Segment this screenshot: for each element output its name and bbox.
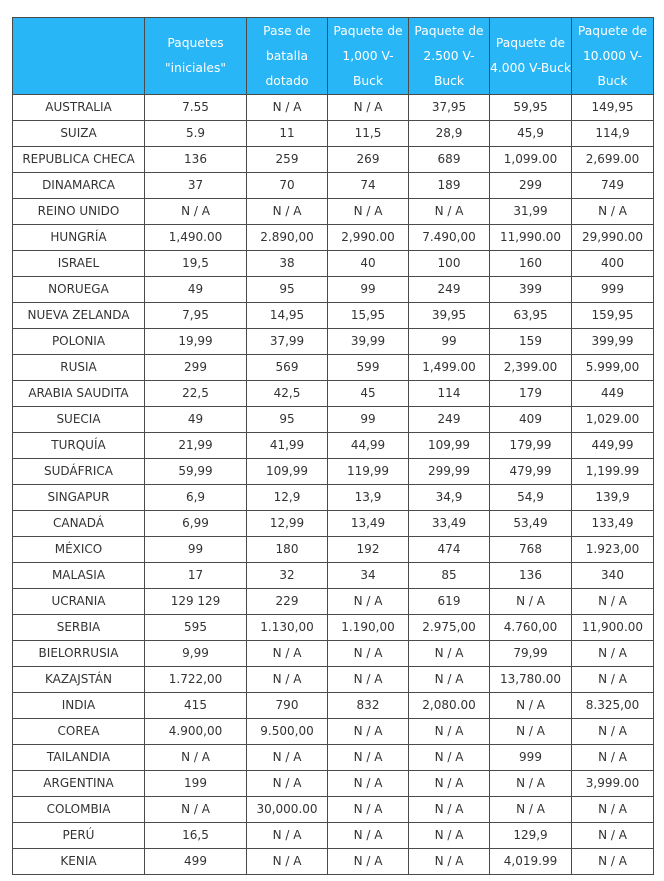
starter-pack-cell: 6,9 (145, 485, 247, 511)
vbuck-10000-cell: 139,9 (572, 485, 654, 511)
vbuck-2500-cell: 2.975,00 (409, 615, 490, 641)
battle-pass-cell: 38 (247, 251, 328, 277)
table-row (13, 225, 654, 251)
table-row (13, 823, 654, 849)
starter-pack-cell: 17 (145, 563, 247, 589)
table-row (13, 95, 654, 121)
vbuck-10000-cell: 999 (572, 277, 654, 303)
vbuck-4000-cell: N / A (490, 589, 572, 615)
vbuck-1000-cell: 269 (328, 147, 409, 173)
vbuck-1000-cell: 11,5 (328, 121, 409, 147)
country-cell: NORUEGA (13, 277, 145, 303)
vbuck-2500-cell: 1,499.00 (409, 355, 490, 381)
vbuck-10000-cell: N / A (572, 199, 654, 225)
vbuck-4000-cell: 13,780.00 (490, 667, 572, 693)
starter-pack-cell: 7.55 (145, 95, 247, 121)
battle-pass-cell: N / A (247, 667, 328, 693)
starter-pack-cell: 19,99 (145, 329, 247, 355)
vbuck-2500-cell: 33,49 (409, 511, 490, 537)
vbuck-price-table (12, 17, 654, 875)
vbuck-1000-cell: N / A (328, 641, 409, 667)
country-cell: REINO UNIDO (13, 199, 145, 225)
starter-pack-cell: 21,99 (145, 433, 247, 459)
vbuck-2500-cell: 474 (409, 537, 490, 563)
battle-pass-cell: 41,99 (247, 433, 328, 459)
vbuck-1000-cell: 34 (328, 563, 409, 589)
vbuck-1000-cell: N / A (328, 667, 409, 693)
vbuck-10000-cell: 749 (572, 173, 654, 199)
vbuck-2500-cell: N / A (409, 797, 490, 823)
vbuck-10000-cell: N / A (572, 823, 654, 849)
table-row (13, 381, 654, 407)
vbuck-4000-cell: 11,990.00 (490, 225, 572, 251)
battle-pass-cell: 11 (247, 121, 328, 147)
header-4000-vbuck: Paquete de 4.000 V-Buck (490, 18, 572, 95)
starter-pack-cell: 99 (145, 537, 247, 563)
table-row (13, 537, 654, 563)
vbuck-1000-cell: N / A (328, 95, 409, 121)
battle-pass-cell: 109,99 (247, 459, 328, 485)
starter-pack-cell: 49 (145, 277, 247, 303)
vbuck-4000-cell: 53,49 (490, 511, 572, 537)
vbuck-1000-cell: N / A (328, 199, 409, 225)
battle-pass-cell: 180 (247, 537, 328, 563)
table-row (13, 459, 654, 485)
table-row (13, 277, 654, 303)
table-row (13, 121, 654, 147)
country-cell: PERÚ (13, 823, 145, 849)
battle-pass-cell: 32 (247, 563, 328, 589)
country-cell: ARABIA SAUDITA (13, 381, 145, 407)
vbuck-1000-cell: N / A (328, 745, 409, 771)
country-cell: TAILANDIA (13, 745, 145, 771)
header-1000-vbuck: Paquete de 1,000 V-Buck (328, 18, 409, 95)
vbuck-10000-cell: 29,990.00 (572, 225, 654, 251)
country-cell: BIELORRUSIA (13, 641, 145, 667)
vbuck-10000-cell: N / A (572, 719, 654, 745)
country-cell: SERBIA (13, 615, 145, 641)
table-row (13, 173, 654, 199)
table-row (13, 303, 654, 329)
country-cell: ARGENTINA (13, 771, 145, 797)
starter-pack-cell: 199 (145, 771, 247, 797)
starter-pack-cell: 19,5 (145, 251, 247, 277)
vbuck-1000-cell: N / A (328, 771, 409, 797)
vbuck-1000-cell: 599 (328, 355, 409, 381)
vbuck-4000-cell: 31,99 (490, 199, 572, 225)
vbuck-2500-cell: 7.490,00 (409, 225, 490, 251)
vbuck-1000-cell: 99 (328, 407, 409, 433)
country-cell: KENIA (13, 849, 145, 875)
vbuck-4000-cell: 409 (490, 407, 572, 433)
table-row (13, 771, 654, 797)
price-table-container (12, 17, 654, 875)
starter-pack-cell: N / A (145, 199, 247, 225)
battle-pass-cell: 259 (247, 147, 328, 173)
battle-pass-cell: 790 (247, 693, 328, 719)
vbuck-4000-cell: 179 (490, 381, 572, 407)
starter-pack-cell: 499 (145, 849, 247, 875)
starter-pack-cell: 22,5 (145, 381, 247, 407)
vbuck-2500-cell: N / A (409, 823, 490, 849)
battle-pass-cell: N / A (247, 95, 328, 121)
vbuck-1000-cell: N / A (328, 823, 409, 849)
starter-pack-cell: 136 (145, 147, 247, 173)
battle-pass-cell: N / A (247, 849, 328, 875)
table-row (13, 615, 654, 641)
table-row (13, 719, 654, 745)
vbuck-4000-cell: N / A (490, 797, 572, 823)
table-row (13, 563, 654, 589)
starter-pack-cell: 37 (145, 173, 247, 199)
vbuck-10000-cell: 1.923,00 (572, 537, 654, 563)
country-cell: INDIA (13, 693, 145, 719)
vbuck-10000-cell: 449,99 (572, 433, 654, 459)
vbuck-1000-cell: 40 (328, 251, 409, 277)
country-cell: REPUBLICA CHECA (13, 147, 145, 173)
starter-pack-cell: 129 129 (145, 589, 247, 615)
country-cell: HUNGRÍA (13, 225, 145, 251)
battle-pass-cell: 2.890,00 (247, 225, 328, 251)
vbuck-10000-cell: N / A (572, 745, 654, 771)
starter-pack-cell: 595 (145, 615, 247, 641)
vbuck-1000-cell: N / A (328, 589, 409, 615)
vbuck-1000-cell: 1.190,00 (328, 615, 409, 641)
battle-pass-cell: 12,9 (247, 485, 328, 511)
battle-pass-cell: 569 (247, 355, 328, 381)
vbuck-10000-cell: 399,99 (572, 329, 654, 355)
vbuck-10000-cell: 8.325,00 (572, 693, 654, 719)
vbuck-4000-cell: 136 (490, 563, 572, 589)
country-cell: SUIZA (13, 121, 145, 147)
table-body (13, 95, 654, 875)
country-cell: SUDÁFRICA (13, 459, 145, 485)
vbuck-4000-cell: 160 (490, 251, 572, 277)
country-cell: RUSIA (13, 355, 145, 381)
vbuck-4000-cell: 159 (490, 329, 572, 355)
vbuck-2500-cell: 34,9 (409, 485, 490, 511)
starter-pack-cell: 6,99 (145, 511, 247, 537)
table-row (13, 147, 654, 173)
table-row (13, 407, 654, 433)
vbuck-1000-cell: N / A (328, 797, 409, 823)
vbuck-4000-cell: 4.760,00 (490, 615, 572, 641)
battle-pass-cell: 30,000.00 (247, 797, 328, 823)
table-row (13, 589, 654, 615)
vbuck-2500-cell: 299,99 (409, 459, 490, 485)
vbuck-4000-cell: 2,399.00 (490, 355, 572, 381)
vbuck-2500-cell: 39,95 (409, 303, 490, 329)
vbuck-4000-cell: 129,9 (490, 823, 572, 849)
starter-pack-cell: 5.9 (145, 121, 247, 147)
vbuck-2500-cell: 189 (409, 173, 490, 199)
vbuck-1000-cell: 13,9 (328, 485, 409, 511)
vbuck-1000-cell: 119,99 (328, 459, 409, 485)
country-cell: CANADÁ (13, 511, 145, 537)
vbuck-10000-cell: 11,900.00 (572, 615, 654, 641)
vbuck-4000-cell: 999 (490, 745, 572, 771)
battle-pass-cell: N / A (247, 199, 328, 225)
vbuck-10000-cell: 149,95 (572, 95, 654, 121)
starter-pack-cell: 4.900,00 (145, 719, 247, 745)
vbuck-4000-cell: 45,9 (490, 121, 572, 147)
vbuck-1000-cell: 44,99 (328, 433, 409, 459)
country-cell: TURQUÍA (13, 433, 145, 459)
vbuck-2500-cell: N / A (409, 745, 490, 771)
vbuck-2500-cell: 109,99 (409, 433, 490, 459)
vbuck-10000-cell: N / A (572, 849, 654, 875)
vbuck-2500-cell: 2,080.00 (409, 693, 490, 719)
vbuck-4000-cell: 1,099.00 (490, 147, 572, 173)
header-country (13, 18, 145, 95)
vbuck-2500-cell: N / A (409, 641, 490, 667)
vbuck-4000-cell: 4,019.99 (490, 849, 572, 875)
table-row (13, 355, 654, 381)
table-row (13, 511, 654, 537)
vbuck-4000-cell: 179,99 (490, 433, 572, 459)
vbuck-4000-cell: 59,95 (490, 95, 572, 121)
vbuck-1000-cell: 832 (328, 693, 409, 719)
vbuck-1000-cell: 74 (328, 173, 409, 199)
table-row (13, 849, 654, 875)
vbuck-4000-cell: 479,99 (490, 459, 572, 485)
vbuck-1000-cell: 2,990.00 (328, 225, 409, 251)
country-cell: COREA (13, 719, 145, 745)
vbuck-2500-cell: 99 (409, 329, 490, 355)
table-row (13, 485, 654, 511)
vbuck-2500-cell: 249 (409, 277, 490, 303)
battle-pass-cell: N / A (247, 641, 328, 667)
country-cell: COLOMBIA (13, 797, 145, 823)
starter-pack-cell: 16,5 (145, 823, 247, 849)
battle-pass-cell: N / A (247, 823, 328, 849)
header-starter-packs: Paquetes "iniciales" (145, 18, 247, 95)
vbuck-2500-cell: N / A (409, 849, 490, 875)
header-row (13, 18, 654, 95)
battle-pass-cell: 229 (247, 589, 328, 615)
table-row (13, 693, 654, 719)
vbuck-1000-cell: N / A (328, 719, 409, 745)
vbuck-10000-cell: 114,9 (572, 121, 654, 147)
table-row (13, 745, 654, 771)
vbuck-2500-cell: 28,9 (409, 121, 490, 147)
battle-pass-cell: 37,99 (247, 329, 328, 355)
country-cell: MALASIA (13, 563, 145, 589)
vbuck-4000-cell: 399 (490, 277, 572, 303)
battle-pass-cell: 1.130,00 (247, 615, 328, 641)
vbuck-1000-cell: 192 (328, 537, 409, 563)
country-cell: DINAMARCA (13, 173, 145, 199)
vbuck-10000-cell: 5.999,00 (572, 355, 654, 381)
vbuck-2500-cell: 249 (409, 407, 490, 433)
battle-pass-cell: 14,95 (247, 303, 328, 329)
country-cell: MÉXICO (13, 537, 145, 563)
vbuck-2500-cell: 619 (409, 589, 490, 615)
vbuck-10000-cell: 2,699.00 (572, 147, 654, 173)
vbuck-10000-cell: 159,95 (572, 303, 654, 329)
battle-pass-cell: 12,99 (247, 511, 328, 537)
starter-pack-cell: 59,99 (145, 459, 247, 485)
starter-pack-cell: 1.722,00 (145, 667, 247, 693)
starter-pack-cell: 49 (145, 407, 247, 433)
vbuck-1000-cell: 13,49 (328, 511, 409, 537)
vbuck-10000-cell: 1,029.00 (572, 407, 654, 433)
starter-pack-cell: N / A (145, 745, 247, 771)
vbuck-2500-cell: 689 (409, 147, 490, 173)
header-2500-vbuck: Paquete de 2.500 V-Buck (409, 18, 490, 95)
table-row (13, 797, 654, 823)
battle-pass-cell: 95 (247, 277, 328, 303)
vbuck-4000-cell: N / A (490, 693, 572, 719)
battle-pass-cell: 95 (247, 407, 328, 433)
vbuck-10000-cell: N / A (572, 641, 654, 667)
starter-pack-cell: 299 (145, 355, 247, 381)
country-cell: SUECIA (13, 407, 145, 433)
starter-pack-cell: 7,95 (145, 303, 247, 329)
vbuck-1000-cell: 45 (328, 381, 409, 407)
vbuck-2500-cell: 85 (409, 563, 490, 589)
country-cell: UCRANIA (13, 589, 145, 615)
country-cell: AUSTRALIA (13, 95, 145, 121)
vbuck-10000-cell: N / A (572, 797, 654, 823)
country-cell: ISRAEL (13, 251, 145, 277)
starter-pack-cell: 9,99 (145, 641, 247, 667)
battle-pass-cell: 42,5 (247, 381, 328, 407)
header-battle-pass: Pase de batalla dotado (247, 18, 328, 95)
vbuck-4000-cell: 63,95 (490, 303, 572, 329)
vbuck-2500-cell: N / A (409, 667, 490, 693)
country-cell: SINGAPUR (13, 485, 145, 511)
table-row (13, 251, 654, 277)
vbuck-4000-cell: 79,99 (490, 641, 572, 667)
vbuck-4000-cell: 768 (490, 537, 572, 563)
table-row (13, 433, 654, 459)
vbuck-2500-cell: 37,95 (409, 95, 490, 121)
table-row (13, 667, 654, 693)
battle-pass-cell: N / A (247, 771, 328, 797)
vbuck-10000-cell: N / A (572, 589, 654, 615)
vbuck-2500-cell: 114 (409, 381, 490, 407)
vbuck-1000-cell: N / A (328, 849, 409, 875)
vbuck-2500-cell: N / A (409, 199, 490, 225)
vbuck-4000-cell: 299 (490, 173, 572, 199)
vbuck-10000-cell: 400 (572, 251, 654, 277)
vbuck-10000-cell: 340 (572, 563, 654, 589)
country-cell: NUEVA ZELANDA (13, 303, 145, 329)
battle-pass-cell: 70 (247, 173, 328, 199)
vbuck-2500-cell: N / A (409, 719, 490, 745)
table-row (13, 199, 654, 225)
starter-pack-cell: 1,490.00 (145, 225, 247, 251)
starter-pack-cell: 415 (145, 693, 247, 719)
vbuck-10000-cell: 1,199.99 (572, 459, 654, 485)
vbuck-10000-cell: 449 (572, 381, 654, 407)
country-cell: POLONIA (13, 329, 145, 355)
battle-pass-cell: 9.500,00 (247, 719, 328, 745)
vbuck-1000-cell: 15,95 (328, 303, 409, 329)
vbuck-4000-cell: N / A (490, 719, 572, 745)
vbuck-2500-cell: 100 (409, 251, 490, 277)
vbuck-4000-cell: N / A (490, 771, 572, 797)
header-10000-vbuck: Paquete de 10.000 V-Buck (572, 18, 654, 95)
vbuck-4000-cell: 54,9 (490, 485, 572, 511)
table-header (13, 18, 654, 95)
vbuck-1000-cell: 39,99 (328, 329, 409, 355)
vbuck-10000-cell: 133,49 (572, 511, 654, 537)
vbuck-10000-cell: 3,999.00 (572, 771, 654, 797)
vbuck-1000-cell: 99 (328, 277, 409, 303)
battle-pass-cell: N / A (247, 745, 328, 771)
table-row (13, 329, 654, 355)
table-row (13, 641, 654, 667)
vbuck-10000-cell: N / A (572, 667, 654, 693)
vbuck-2500-cell: N / A (409, 771, 490, 797)
country-cell: KAZAJSTÁN (13, 667, 145, 693)
starter-pack-cell: N / A (145, 797, 247, 823)
